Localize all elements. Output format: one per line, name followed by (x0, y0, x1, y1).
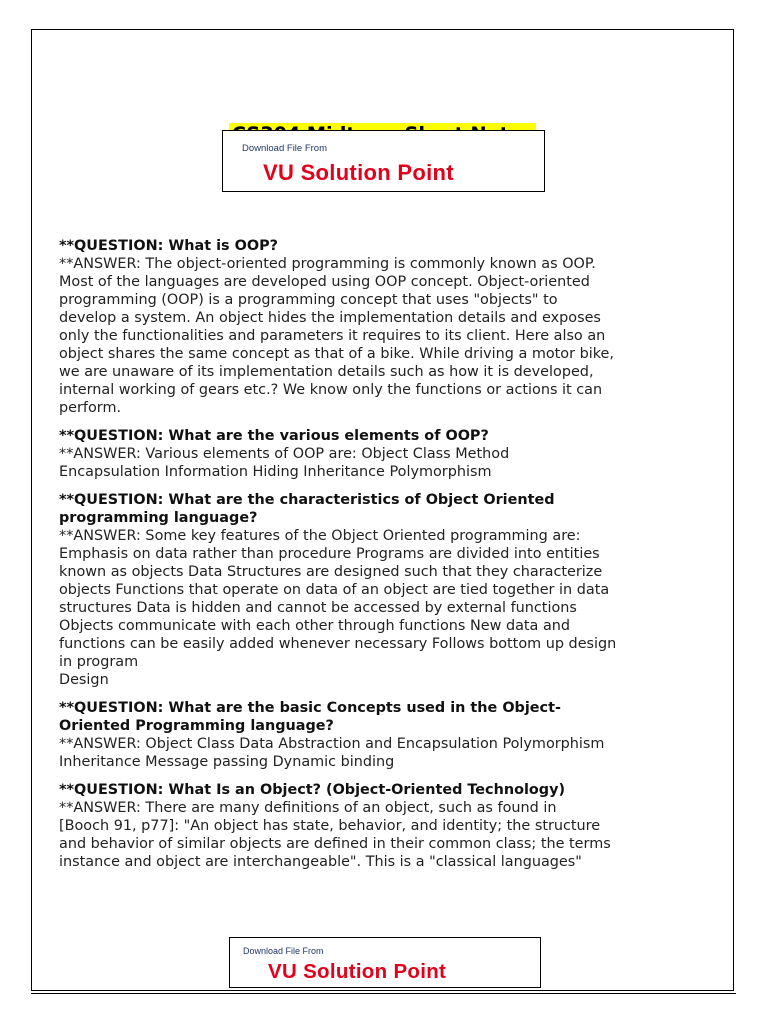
answer-line: objects Functions that operate on data of an object are tied together in data (59, 582, 610, 598)
answer-line: Objects communicate with each other through functions New data and (59, 618, 571, 634)
answer-line: instance and object are interchangeable". This is a "classical languages" (59, 854, 582, 870)
document-page (31, 29, 734, 991)
answer-line: [Booch 91, p77]: "An object has state, behavior, and identity; the structure (59, 818, 601, 834)
answer-text (59, 255, 689, 417)
answer-line: **ANSWER: Some key features of the Object Oriented programming are: (59, 528, 581, 544)
qa-item (59, 781, 689, 871)
answer-line: internal working of gears etc.? We know only the functions or actions it can (59, 382, 603, 398)
question-text: **QUESTION: What are the basic Concepts used in the Object-Oriented Programming language? (59, 700, 561, 734)
answer-line: Inheritance Message passing Dynamic binding (59, 754, 395, 770)
answer-line: Design (59, 672, 109, 688)
answer-line: **ANSWER: The object-oriented programming is commonly known as OOP. (59, 256, 596, 272)
answer-line: and behavior of similar objects are defined in their common class; the terms (59, 836, 611, 852)
question-text: **QUESTION: What are the various elements of OOP? (59, 428, 489, 444)
answer-line: Most of the languages are developed using OOP concept. Object-oriented (59, 274, 590, 290)
page-bottom-border (31, 993, 736, 994)
answer-text (59, 735, 689, 771)
answer-line: programming (OOP) is a programming concept that uses "objects" to (59, 292, 558, 308)
question-text: **QUESTION: What Is an Object? (Object-Oriented Technology) (59, 782, 566, 798)
banner-small-text: Download File From (243, 946, 324, 956)
qa-item (59, 699, 689, 771)
answer-line: **ANSWER: Various elements of OOP are: Object Class Method (59, 446, 510, 462)
answer-line: perform. (59, 400, 122, 416)
answer-line: Encapsulation Information Hiding Inheritance Polymorphism (59, 464, 492, 480)
question-text: **QUESTION: What are the characteristics of Object Oriented programming language? (59, 492, 555, 526)
qa-content (59, 237, 689, 881)
answer-line: develop a system. An object hides the implementation details and exposes (59, 310, 601, 326)
answer-line: **ANSWER: There are many definitions of an object, such as found in (59, 800, 557, 816)
qa-item (59, 491, 689, 689)
answer-text (59, 799, 689, 871)
answer-line: object shares the same concept as that of a bike. While driving a motor bike, (59, 346, 614, 362)
answer-line: functions can be easily added whenever necessary Follows bottom up design (59, 636, 617, 652)
answer-line: only the functionalities and parameters it requires to its client. Here also an (59, 328, 606, 344)
banner-brand-text: VU Solution Point (263, 160, 454, 185)
answer-line: known as objects Data Structures are designed such that they characterize (59, 564, 603, 580)
answer-line: **ANSWER: Object Class Data Abstraction and Encapsulation Polymorphism (59, 736, 605, 752)
answer-text (59, 527, 689, 689)
qa-item (59, 427, 689, 481)
banner-small-text: Download File From (242, 143, 327, 154)
question-text: **QUESTION: What is OOP? (59, 238, 278, 254)
banner-brand-text: VU Solution Point (268, 960, 447, 983)
answer-line: Emphasis on data rather than procedure Programs are divided into entities (59, 546, 600, 562)
download-banner-top[interactable] (222, 130, 545, 192)
qa-item (59, 237, 689, 417)
answer-line: in program (59, 654, 139, 670)
answer-text (59, 445, 689, 481)
download-banner-bottom[interactable] (229, 937, 541, 988)
answer-line: we are unaware of its implementation details such as how it is developed, (59, 364, 594, 380)
answer-line: structures Data is hidden and cannot be accessed by external functions (59, 600, 577, 616)
